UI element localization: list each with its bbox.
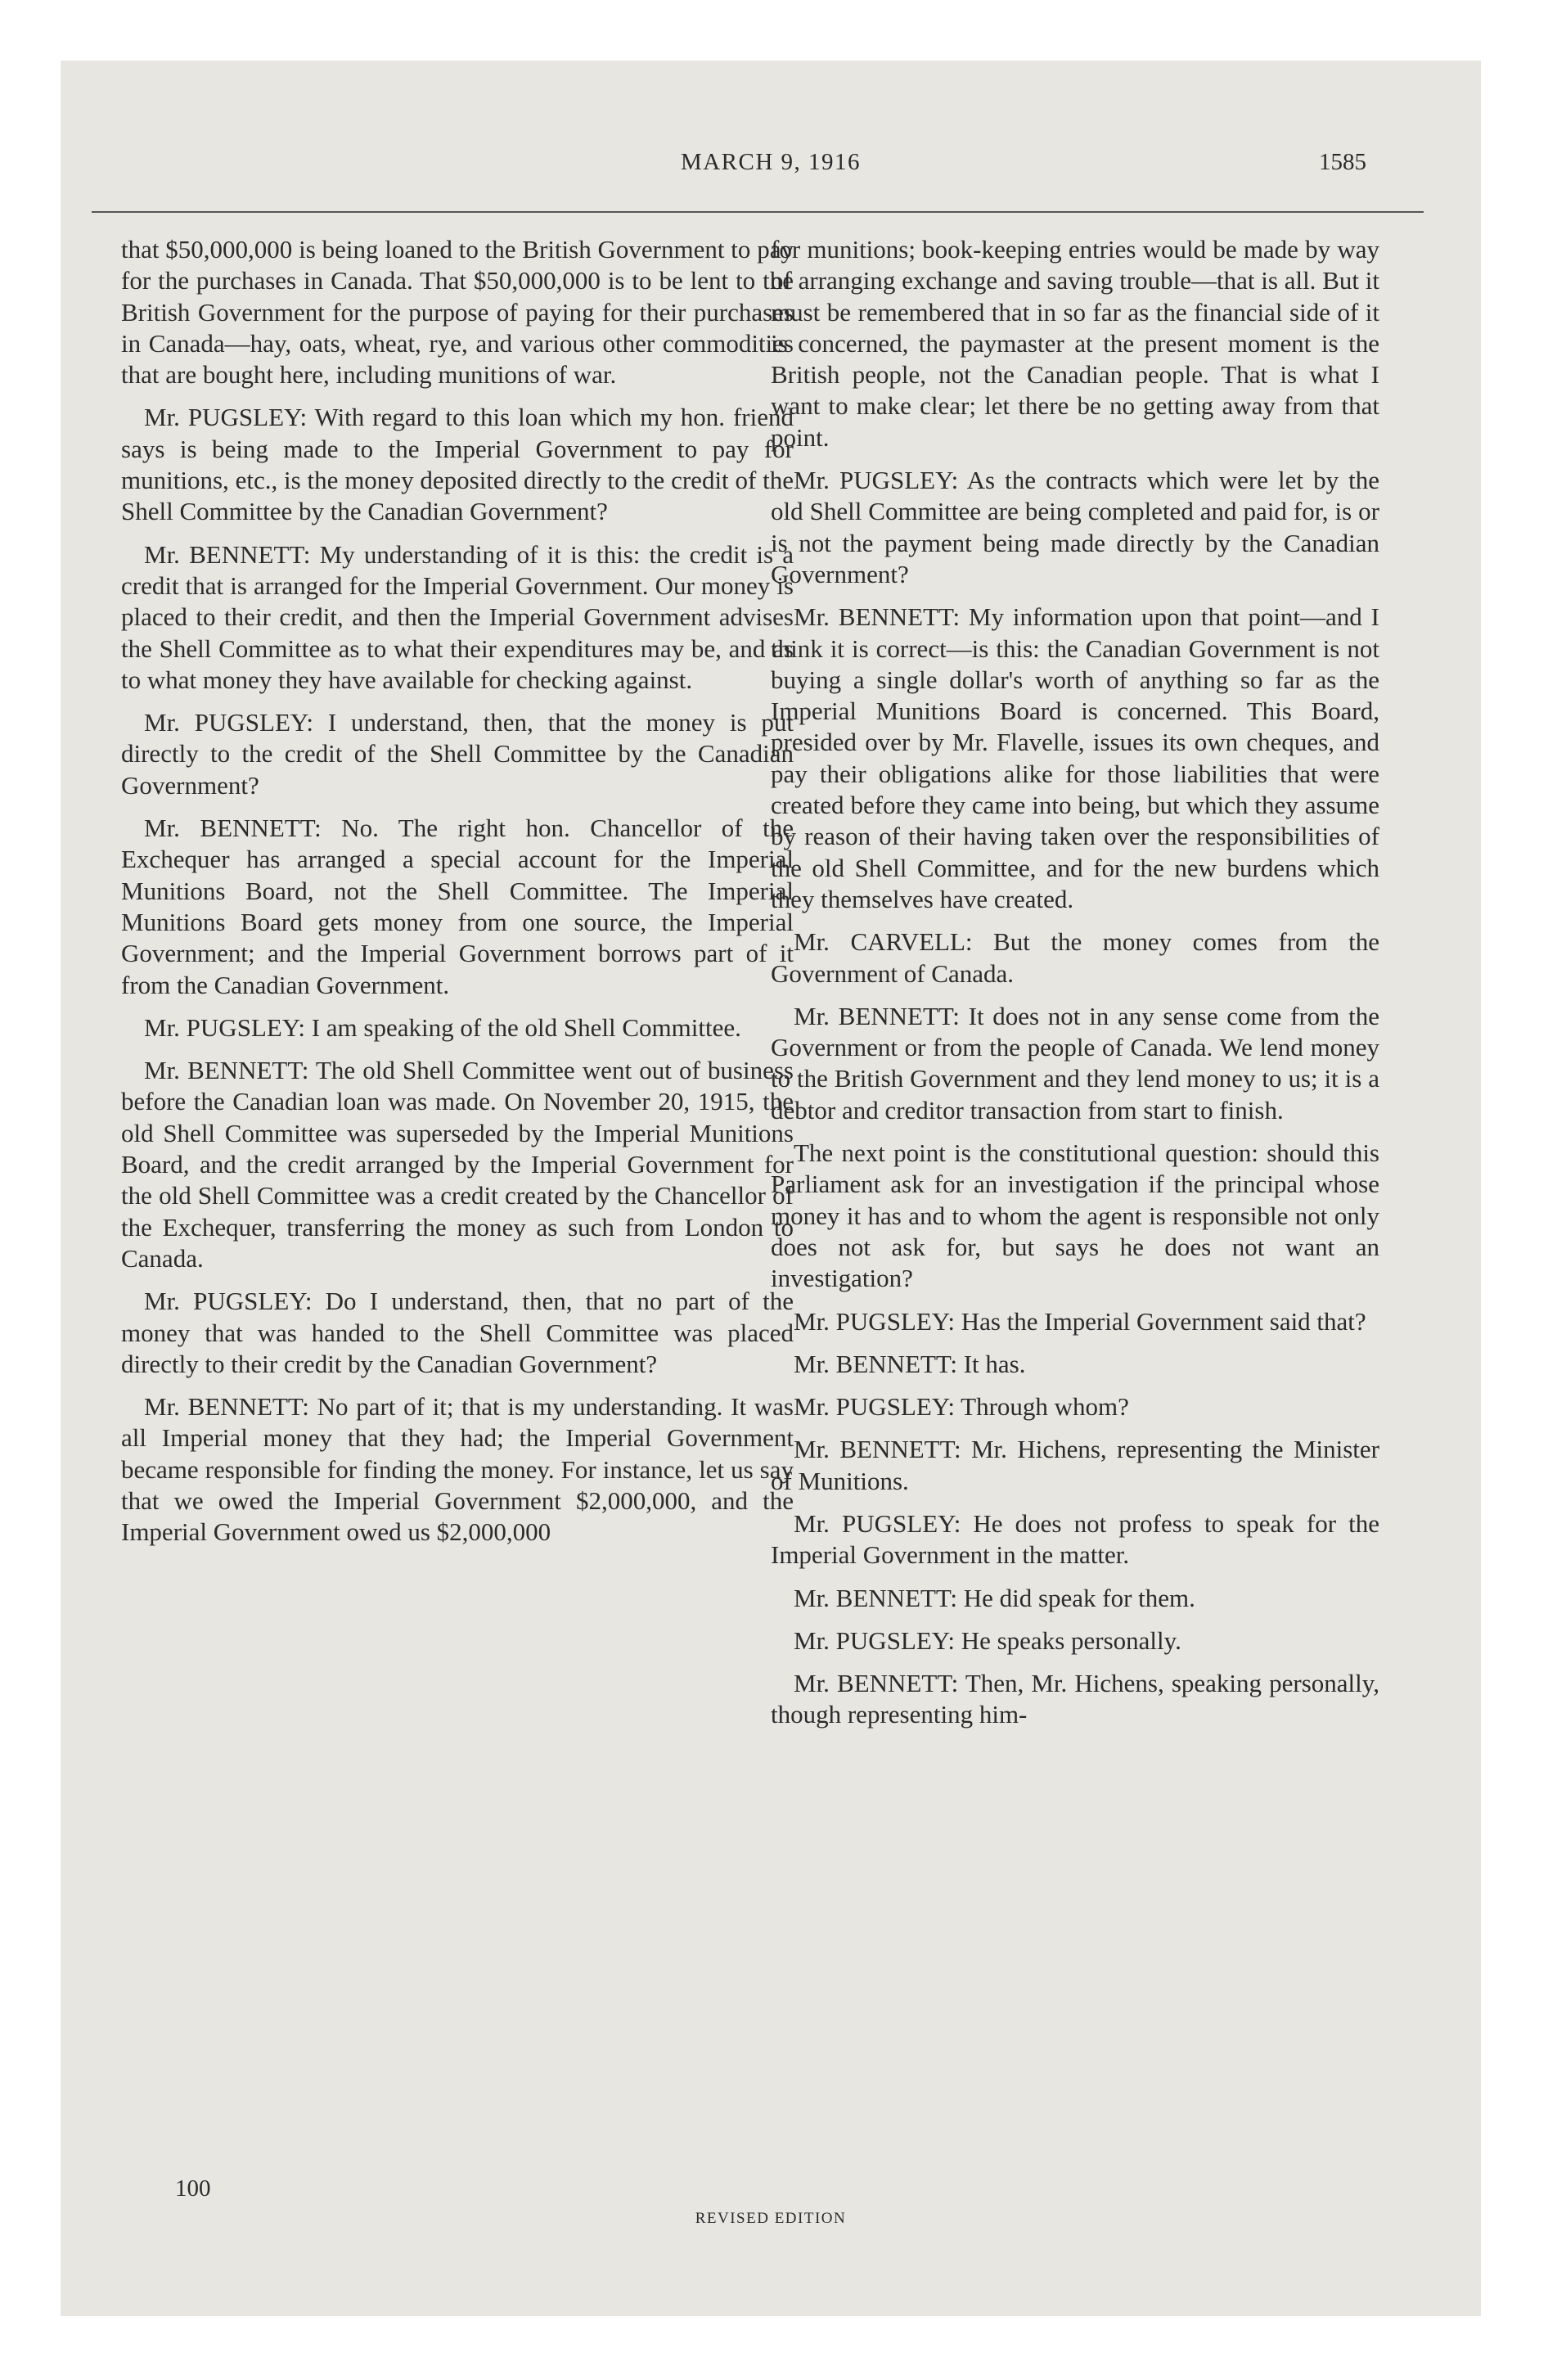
folio-number: 100	[175, 2175, 211, 2202]
paragraph: Mr. PUGSLEY: Through whom?	[794, 1392, 1129, 1422]
paragraph: Mr. PUGSLEY: I am speaking of the old Shell Committee.	[144, 1012, 741, 1042]
paragraph: Mr. PUGSLEY: He does not profess to speak for the Imperial Government in the matter.	[771, 1508, 1379, 1570]
paragraph: Mr. PUGSLEY: Do I understand, then, that no part of the money that was handed to the Shell Committee was placed directly to their credit by the Canadian Government?	[121, 1287, 794, 1378]
paragraph: Mr. PUGSLEY: As the contracts which were let by the old Shell Committee are being completed and paid for, is or is not the payment being made directly by the Canadian Government?	[771, 466, 1379, 588]
paragraph: Mr. BENNETT: Then, Mr. Hichens, speaking personally, though representing him-	[771, 1669, 1379, 1729]
header-date: MARCH 9, 1916	[680, 149, 862, 175]
paragraph: Mr. BENNETT: The old Shell Committee went out of business before the Canadian loan was made. On November 20, 1915, the old Shell Committee was superseded by the Imperial Munitions Board, and the credit arranged by the Imperial Government for the old Shell Committee was a credit created by the Chancellor of the Exchequer, transferring the money as such from London to Canada.	[121, 1056, 794, 1273]
left-column	[121, 234, 794, 2198]
header-page-number: 1585	[1319, 149, 1366, 175]
paragraph: Mr. BENNETT: My understanding of it is this: the credit is a credit that is arranged for the Imperial Government. Our money is placed to their credit, and then the Imperial Government advises the Shell Committee as to what their expenditures may be, and as to what money they have available for checking against.	[121, 539, 794, 694]
right-column	[771, 234, 1379, 2198]
paragraph: Mr. BENNETT: Mr. Hichens, representing the Minister of Munitions.	[771, 1435, 1379, 1495]
edition-label: REVISED EDITION	[695, 2210, 847, 2227]
paragraph: Mr. PUGSLEY: With regard to this loan which my hon. friend says is being made to the Imperial Government to pay for munitions, etc., is the money deposited directly to the credit of the Shell Committee by the Canadian Government?	[121, 403, 794, 526]
paragraph: Mr. BENNETT: It has.	[794, 1349, 1026, 1378]
paragraph: Mr. PUGSLEY: Has the Imperial Government said that?	[794, 1306, 1366, 1336]
paragraph: Mr. BENNETT: It does not in any sense come from the Government or from the people of Canada. We lend money to the British Government and they lend money to us; it is a debtor and creditor transaction from start to finish.	[771, 1001, 1379, 1125]
scanned-page	[61, 61, 1481, 2316]
paragraph: Mr. PUGSLEY: I understand, then, that the money is put directly to the credit of the Shell Committee by the Canadian Government?	[121, 708, 794, 800]
paragraph: Mr. BENNETT: He did speak for them.	[794, 1583, 1195, 1612]
paragraph: Mr. CARVELL: But the money comes from the Government of Canada.	[771, 927, 1379, 988]
paragraph: The next point is the constitutional question: should this Parliament ask for an investigation if the principal whose money it has and to whom the agent is responsible not only does not ask for, but says he does not want an investigation?	[771, 1138, 1379, 1293]
paragraph: Mr. BENNETT: No. The right hon. Chancellor of the Exchequer has arranged a special account for the Imperial Munitions Board, not the Shell Committee. The Imperial Munitions Board gets money from one source, the Imperial Government; and the Imperial Government borrows part of it from the Canadian Government.	[121, 814, 794, 999]
paragraph: Mr. BENNETT: No part of it; that is my understanding. It was all Imperial money that they had; the Imperial Government became responsible for finding the money. For instance, let us say that we owed the Imperial Government $2,000,000, and the Imperial Government owed us $2,000,000	[121, 1392, 794, 1547]
paragraph: Mr. BENNETT: My information upon that point—and I think it is correct—is this: the Canadian Government is not buying a single dollar's worth of anything so far as the Imperial Munitions Board is concerned. This Board, presided over by Mr. Flavelle, issues its own cheques, and pay their obligations alike for those liabilities that were created before they came into being, but which they assume by reason of their having taken over the responsibilities of the old Shell Committee, and for the new burdens which they themselves have created.	[771, 602, 1379, 913]
paragraph: Mr. PUGSLEY: He speaks personally.	[794, 1625, 1181, 1655]
header-rule	[92, 211, 1424, 213]
page-header	[61, 142, 1481, 192]
paragraph: that $50,000,000 is being loaned to the British Government to pay for the purchases in Canada. That $50,000,000 is to be lent to the British Government for the purpose of paying for their purchases in Canada—hay, oats, wheat, rye, and various other commodities that are bought here, including munitions of war.	[121, 235, 794, 390]
paragraph: for munitions; book-keeping entries would be made by way of arranging exchange and saving trouble—that is all. But it must be remembered that in so far as the financial side of it is concerned, the paymaster at the present moment is the British people, not the Canadian people. That is what I want to make clear; let there be no getting away from that point.	[771, 235, 1379, 452]
